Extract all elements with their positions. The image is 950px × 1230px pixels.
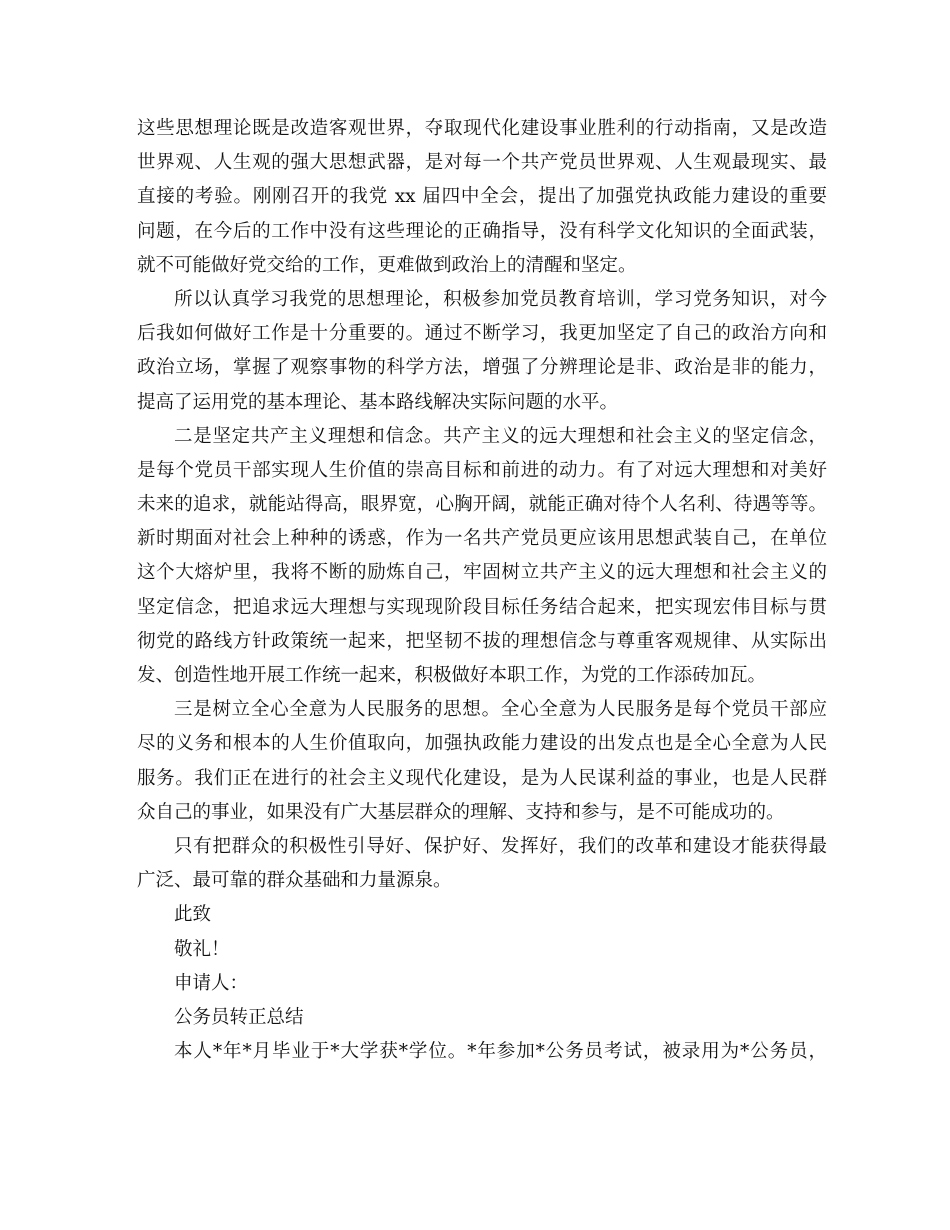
text-line: 广泛、最可靠的群众基础和力量源泉。 — [137, 870, 452, 892]
text-line: 众自己的事业，如果没有广大基层群众的理解、支持和参与，是不可能成功的。 — [137, 801, 785, 823]
text-line: 服务。我们正在进行的社会主义现代化建设，是为人民谋利益的事业，也是人民群 — [137, 767, 827, 789]
text-line: 未来的追求，就能站得高，眼界宽，心胸开阔，就能正确对待个人名利、待遇等等。 — [137, 494, 827, 516]
text-line: 公务员转正总结 — [174, 1006, 304, 1028]
text-line: 直接的考验。刚刚召开的我党 xx 届四中全会，提出了加强党执政能力建设的重要 — [137, 186, 827, 208]
text-line: 发、创造性地开展工作统一起来，积极做好本职工作，为党的工作添砖加瓦。 — [137, 665, 767, 686]
text-line: 敬礼！ — [174, 938, 230, 960]
text-line: 尽的义务和根本的人生价值取向，加强执政能力建设的出发点也是全心全意为人民 — [137, 733, 827, 755]
text-line: 这些思想理论既是改造客观世界，夺取现代化建设事业胜利的行动指南，又是改造 — [137, 118, 827, 139]
text-line: 就不可能做好党交给的工作，更难做到政治上的清醒和坚定。 — [137, 254, 637, 276]
text-line: 彻党的路线方针政策统一起来，把坚韧不拔的理想信念与尊重客观规律、从实际出 — [137, 630, 827, 652]
text-line: 是每个党员干部实现人生价值的崇高目标和前进的动力。有了对远大理想和对美好 — [137, 459, 827, 481]
text-line: 此致 — [174, 904, 212, 926]
text-line: 新时期面对社会上种种的诱惑，作为一名共产党员更应该用思想武装自己，在单位 — [137, 528, 827, 550]
text-line: 这个大熔炉里，我将不断的励炼自己，牢固树立共产主义的远大理想和社会主义的 — [137, 562, 827, 584]
text-line: 政治立场，掌握了观察事物的科学方法，增强了分辨理论是非、政治是非的能力， — [137, 357, 827, 379]
text-line: 世界观、人生观的强大思想武器，是对每一个共产党员世界观、人生观最现实、最 — [137, 152, 827, 174]
text-line: 本人*年*月毕业于*大学获*学位。*年参加*公务员考试，被录用为*公务员， — [174, 1041, 827, 1063]
text-line: 二是坚定共产主义理想和信念。共产主义的远大理想和社会主义的坚定信念， — [174, 425, 827, 447]
text-line: 只有把群众的积极性引导好、保护好、发挥好，我们的改革和建设才能获得最 — [174, 835, 827, 857]
text-line: 所以认真学习我党的思想理论，积极参加党员教育培训，学习党务知识，对今 — [174, 288, 827, 310]
text-line: 三是树立全心全意为人民服务的思想。全心全意为人民服务是每个党员干部应 — [174, 699, 827, 721]
text-line: 问题，在今后的工作中没有这些理论的正确指导，没有科学文化知识的全面武装， — [137, 220, 827, 242]
text-line: 申请人： — [174, 972, 249, 994]
text-line: 坚定信念，把追求远大理想与实现现阶段目标任务结合起来，把实现宏伟目标与贯 — [137, 596, 827, 618]
text-line: 后我如何做好工作是十分重要的。通过不断学习，我更加坚定了自己的政治方向和 — [137, 323, 827, 345]
text-line: 提高了运用党的基本理论、基本路线解决实际问题的水平。 — [137, 391, 619, 413]
document-body — [137, 112, 827, 1069]
